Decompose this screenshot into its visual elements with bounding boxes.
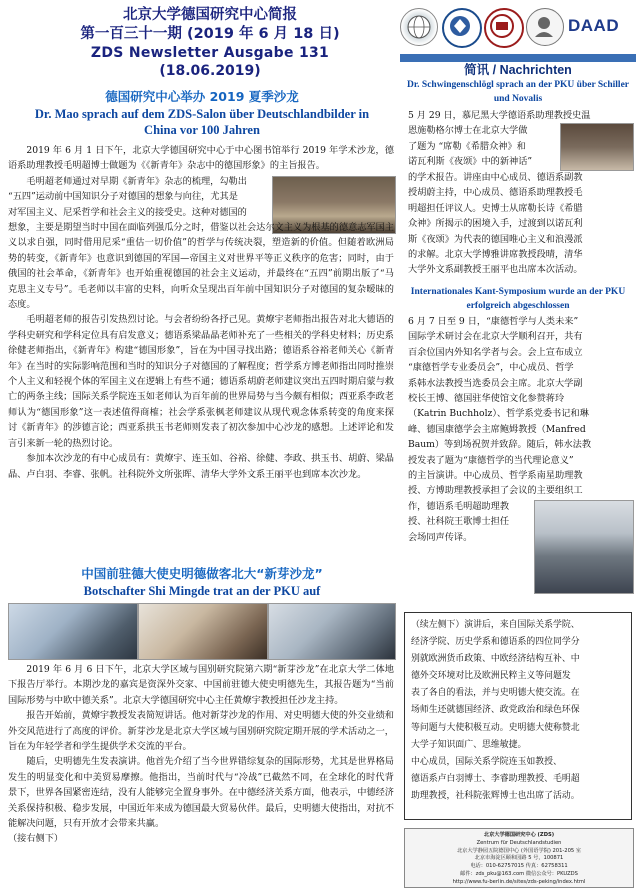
sidebar-top-bar [400, 54, 636, 62]
continue-note: （接右侧下） [8, 833, 64, 845]
news2-line: 授、方博助理教授承担了会议的主要组织工 [408, 485, 583, 497]
news2-line: 作，德语系毛明超助理教 [408, 501, 510, 512]
continued-line: 经济学院、历史学系和德语系的四位同学分 [411, 637, 580, 648]
news1-line: 斯《夜颂》为代表的德国唯心主义和浪漫派 [408, 233, 583, 245]
portrait-icon [527, 9, 561, 43]
news1-line: 大学外文系副教授王丽平也出席本次活动。 [408, 264, 583, 276]
continued-box [404, 612, 632, 820]
article1-paragraph: 参加本次沙龙的有中心成员有：黄燎宇、连玉如、谷裕、徐健、李政、拱玉书、胡蔚、梁晶晶、卢白羽、李睿、张帆。社科院外文所张晖、清华大学外文系王丽平也到席本次沙龙。 [8, 453, 394, 480]
news1-line: 5 月 29 日，慕尼黑大学德语系助理教授史温 [408, 110, 591, 121]
newsletter-header [60, 6, 360, 80]
news2-line: 授发表了题为“康德哲学的当代理论意义” [408, 454, 574, 466]
continued-line: 别就欧洲货币政策、中欧经济结构互补、中 [411, 654, 580, 665]
article2-paragraph: 报告开始前，黄燎宇教授发表简短讲话。他对新芽沙龙的作用、对史明德大使的外交业绩和外交风范进行了高度的评价。新芽沙龙是北京大学区域与国别研究院定期开展的学术活动之一，旨在为年轻学者和学生提供学术交流的平台。 [8, 710, 394, 753]
news2-line: 6 月 7 日至 9 日，“康德哲学与人类未来” [408, 316, 579, 327]
globe-icon [401, 9, 437, 45]
news2-line: 的主旨演讲。中心成员、哲学系南星助理教 [408, 470, 583, 482]
logos-row [400, 6, 635, 46]
continued-line: 大学子知识面广、思维敏捷。 [411, 739, 527, 750]
continued-line: 场师生还就德国经济、政党政治和绿色环保 [411, 705, 580, 716]
footer-line: http://www.fu-berlin.de/sites/zds-peking/index.html [452, 878, 586, 885]
continued-line: 德外交环境对比及欧洲民粹主义等问题发 [411, 671, 571, 682]
article2-photo-middle [138, 603, 268, 660]
continued-line: 中心成员，国际关系学院连玉如教授、 [411, 756, 562, 767]
continued-line: 表了各自的看法，并与史明德大使交流。在 [411, 688, 580, 699]
article1-p1 [8, 143, 394, 174]
continued-line: 助理教授，社科院张辉博士也出席了活动。 [411, 790, 580, 801]
article1-paragraph: 毛明超老师的报告引发热烈讨论。与会者纷纷各抒己见。黄燎宇老师指出报告对北大德语的学科史研究和学科定位具有启发意义；德语系梁晶晶老师补充了一些相关的学科史材料；历史系徐健老师指出，《新青年》构建“德国形象”，旨在为中国寻找出路；德语系谷裕老师关心《新青年》在当时的实际影响范围和当时的知识分子对德国的了解程度；哲学系方博老师指出同时推崇个人主义和轻视个体的军国主义在逻辑上有些不通；德语系胡蔚老师建议突出五四时期启蒙与救亡的两条主线；国际关系学院连玉如老师认为百年前的世界局势与当今颇有相似；西亚系李政老师认为“德国形象”这一表述值得商榷；社会学系张枫老师建议从现代观念体系转变的角度来探讨《新青年》的涉德言论；西亚系拱玉书老师则发表了初次参加中心沙龙的感想。上述评论和发言引来新一轮的热烈讨论。 [8, 314, 394, 449]
footer-line: Zentrum für Deutschlandstudien [476, 839, 562, 846]
news1-line: 明超担任评议人。史博士从席勒长诗《希腊 [408, 202, 583, 214]
footer-line: 北京市海淀区颐和园路 5 号，100871 [474, 855, 564, 862]
news2-line: “康德哲学专业委员会”，中心成员、哲学 [408, 362, 574, 374]
continued-line: 德语系卢白羽博士、李睿助理教授、毛明超 [411, 773, 580, 784]
news2-photo [534, 500, 634, 594]
news2-line: 校长王博、德国驻华使馆文化参赞蒋玲 [408, 393, 565, 405]
pku-logo [484, 8, 524, 48]
news2-line: 峰、德国康德学会主席鲍姆教授（Manfred [408, 423, 586, 435]
footer-line: 北京大学德国研究中心 (ZDS) [483, 832, 555, 838]
article2-paragraph: 2019 年 6 月 6 日下午，北京大学区域与国别研究院第六期“新芽沙龙”在北京大学二体地下报告厅举行。本期沙龙的嘉宾是资深外交家、中国前驻德大使史明德先生，其报告题为“当前国际形势与中欧中德关系”。北京大学德国研究中心主任黄燎宇教授担任沙龙主持。 [8, 664, 394, 706]
footer-line: 北京大学静园五院德国中心 (外国语学院) 201-205 室 [456, 847, 582, 854]
news1-line: 诺瓦利斯《夜颂》中的新神话” [408, 156, 533, 168]
article2-title-cn: 中国前驻德大使史明德做客北大“新芽沙龙” [81, 566, 323, 581]
seal-icon [444, 10, 476, 42]
article2-title-de: Botschafter Shi Mingde trat an der PKU auf [83, 584, 321, 598]
news1-line: 授胡蔚主持，中心成员、德语系助理教授毛 [408, 187, 583, 199]
header-title-cn: 北京大学德国研究中心简报 [123, 7, 297, 23]
article1-paragraph: 2019 年 6 月 1 日下午，北京大学德国研究中心于中心图书馆举行 2019 年学术沙龙，德语系助理教授毛明超博士做题为《《新青年》杂志中的德国形象》的主旨报告。 [8, 145, 394, 172]
daad-logo: DAAD [568, 16, 620, 35]
humboldt-logo [526, 8, 564, 46]
fu-berlin-logo [442, 8, 482, 48]
zds-logo [400, 8, 438, 46]
article1-p2-side [8, 174, 270, 220]
article2-body [8, 662, 394, 847]
news1-line: 恩施勒格尔博士在北京大学做 [408, 125, 528, 137]
article1-title-de: Dr. Mao sprach auf dem ZDS-Salon über Deutschlandbilder in China vor 100 Jahren [34, 107, 370, 137]
news2-line: 会场同声传译。 [408, 531, 473, 543]
pku-seal-icon [486, 10, 518, 42]
continued-line: 等问题与大使积极互动。史明德大使称赞北 [411, 722, 580, 733]
news1-line: 众神》所揭示的困境入手，过渡到以诺瓦利 [408, 218, 583, 230]
news2-line: （Katrin Buchholz）、哲学系党委书记和琳 [408, 408, 589, 420]
article2-paragraph: 随后，史明德先生发表演讲。他首先介绍了当今世界错综复杂的国际形势，尤其是世界格局发生的明显变化和中美贸易摩擦。他指出，当前时代与“冷战”已截然不同，在全球化的时代背景下，世界各国紧密连结，没有人能够完全置身事外。在中德经济关系方面，他表示，中德经济关系保持积极、稳步发展，中国近年来成为德国最大贸易伙伴。最后，史明德大使指出，对抗不能解决问题，只有开放才会带来共赢。 [8, 756, 394, 830]
article1-body [8, 220, 394, 482]
article2-photo-right [268, 603, 396, 660]
header-title-de: ZDS Newsletter Ausgabe 131 [90, 45, 330, 61]
header-issue-cn: 第一百三十一期 (2019 年 6 月 18 日) [80, 26, 340, 42]
article2-photo-left [8, 603, 138, 660]
article1-line: 毛明超老师通过对早期《新青年》杂志的梳理，勾勒出 [26, 176, 247, 187]
article1-paragraph: 想象，主要是期望当时中国在面临列强瓜分之时，借鉴以社会达尔文主义为根基的德意志军国主义以求自强，同时借用尼采“重估一切价值”的哲学与传统决裂，塑造新的价值。但随着欧洲局势的转变，《新青年》也意识到德国的军国—帝国主义对世界平等正义秩序的危害；同时，由于俄国的社会革命，《新青年》也开始重视德国的社会主义运动，并最终在“五四”前期出版了“马克思主义专号”。毛老师以丰富的史料，向听众呈现出百年前中国知识分子对德国的复杂暧昧的态度。 [8, 222, 394, 311]
contact-footer [404, 828, 634, 888]
news2-line: Baum）等到场祝贺并致辞。随后，韩水法教 [408, 439, 592, 451]
footer-line: 电话：010-62757015 传真：62758311 [470, 863, 568, 870]
news1-line: 的求解。北京大学博雅讲席教授段晴，清华 [408, 249, 583, 261]
news1-line: 的学术报告。讲座由中心成员、德语系副教 [408, 172, 583, 183]
header-date: (18.06.2019) [159, 63, 261, 79]
sidebar-title: 简讯 / Nachrichten [464, 63, 572, 77]
article1-line: “五四”运动前中国知识分子对德国的想象与向往，尤其是 [8, 191, 238, 203]
news2-body [408, 314, 634, 499]
article1-title-cn: 德国研究中心举办 2019 夏季沙龙 [105, 89, 299, 104]
continued-line: （续左侧下）演讲后，来自国际关系学院、 [411, 620, 580, 630]
news2-line: 授、社科院王歌博士担任 [408, 516, 510, 528]
news2-body-side [408, 499, 528, 545]
news1-body-bottom [408, 170, 634, 278]
news2-title: Internationales Kant-Symposium wurde an der PKU erfolgreich abgeschlossen [410, 287, 626, 311]
news2-line: 国际学术研讨会在北京大学顺利召开，共有 [408, 331, 583, 343]
news1-line: 了题为 “席勒《希腊众神》和 [408, 140, 526, 152]
news2-line: 百余位国内外知名学者与会。会上宣布成立 [408, 346, 583, 358]
news1-title: Dr. Schwingenschlögl sprach an der PKU über Schiller und Novalis [406, 80, 630, 104]
article1-line: 对军国主义、尼采哲学和社会主义的接受史。这种对德国的 [8, 206, 247, 218]
footer-line: 邮件：zds_pku@163.com 微信公众号：PKUZDS [460, 870, 578, 877]
news1-photo [560, 123, 634, 171]
news2-line: 系韩水法教授当选委员会主席。北京大学副 [408, 377, 583, 389]
